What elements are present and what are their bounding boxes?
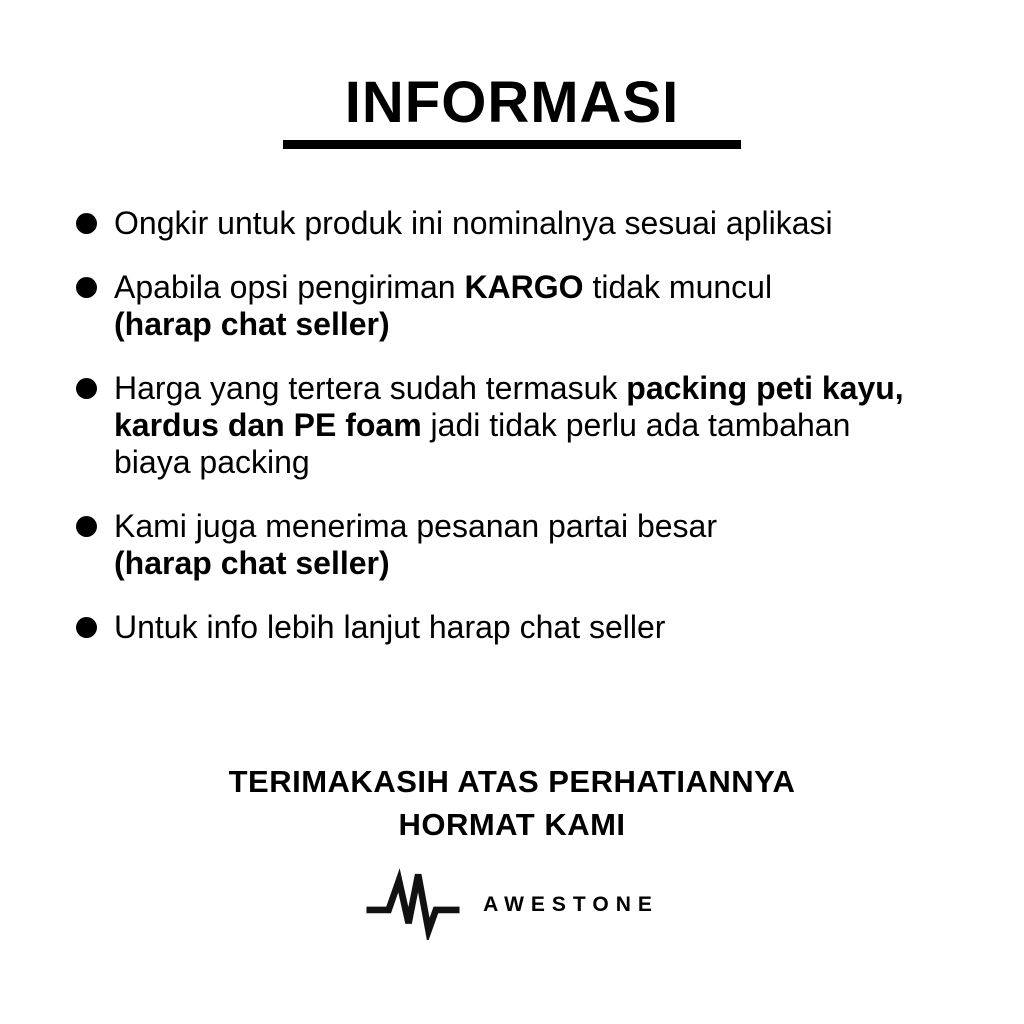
page-title: INFORMASI (344, 70, 680, 135)
footer-thanks-line: TERIMAKASIH ATAS PERHATIANNYA (228, 764, 796, 799)
bullet-text (114, 269, 772, 343)
list-item (76, 205, 984, 242)
title-section (0, 0, 1024, 149)
bullet-text-segment: tidak muncul (583, 269, 773, 305)
bullet-text (114, 205, 833, 242)
list-item (76, 508, 984, 582)
bullet-text-segment: biaya packing (114, 444, 310, 480)
info-list (0, 205, 1024, 646)
list-item (76, 609, 984, 646)
list-item (76, 269, 984, 343)
brand-logo (0, 868, 1024, 940)
bullet-text-segment: Apabila opsi pengiriman (114, 269, 465, 305)
bullet-text (114, 609, 665, 646)
bullet-icon (76, 277, 97, 298)
bullet-text-segment: Untuk info lebih lanjut harap chat seller (114, 609, 666, 645)
bullet-text-bold-segment: kardus dan PE foam (114, 407, 422, 443)
bullet-text (114, 370, 904, 481)
pulse-waveform-icon (365, 868, 461, 940)
list-item (76, 370, 984, 481)
title-underline (283, 140, 741, 149)
bullet-text-bold-segment: packing peti kayu, (626, 370, 904, 406)
bullet-text-bold-segment: (harap chat seller) (114, 306, 390, 342)
bullet-text-segment: Kami juga menerima pesanan partai besar (114, 508, 717, 544)
bullet-text-segment: Harga yang tertera sudah termasuk (114, 370, 627, 406)
footer (0, 760, 1024, 846)
footer-regards-line: HORMAT KAMI (398, 807, 626, 842)
brand-name: AWESTONE (483, 893, 659, 916)
bullet-icon (76, 213, 97, 234)
bullet-text (114, 508, 717, 582)
bullet-text-bold-segment: (harap chat seller) (114, 545, 390, 581)
bullet-text-segment: jadi tidak perlu ada tambahan (421, 407, 851, 443)
bullet-text-segment: Ongkir untuk produk ini nominalnya sesuai aplikasi (114, 205, 833, 241)
bullet-icon (76, 617, 97, 638)
bullet-icon (76, 516, 97, 537)
bullet-text-bold-segment: KARGO (464, 269, 584, 305)
bullet-icon (76, 378, 97, 399)
